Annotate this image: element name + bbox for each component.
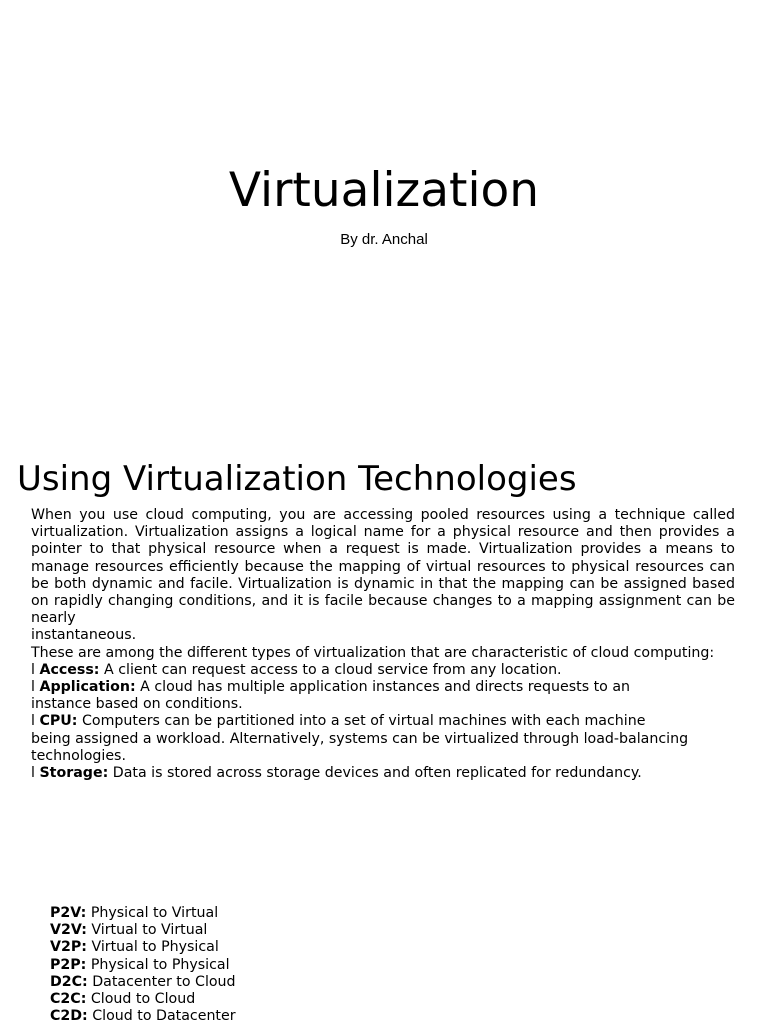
abbreviation-key: P2V: xyxy=(50,905,87,921)
type-line xyxy=(31,679,735,696)
type-item-cpu xyxy=(31,713,735,765)
type-term: Access: xyxy=(39,661,100,678)
slide-title: Virtualization xyxy=(228,163,540,218)
abbreviation-value: Physical to Virtual xyxy=(90,905,219,921)
type-description: A cloud has multiple application instances and directs requests to an xyxy=(140,679,631,696)
abbreviation-key: V2P: xyxy=(50,939,87,956)
abbreviation-key: C2C: xyxy=(50,991,87,1008)
abbreviation-value: Datacenter to Cloud xyxy=(92,973,236,990)
list-item xyxy=(50,922,236,939)
abbreviation-value: Cloud to Cloud xyxy=(90,991,196,1008)
type-term: Application: xyxy=(39,679,136,696)
type-term: Storage: xyxy=(39,765,109,782)
list-item xyxy=(50,1008,236,1025)
type-description: Computers can be partitioned into a set of virtual machines with each machine xyxy=(82,713,646,730)
bullet-marker: l xyxy=(31,713,35,730)
type-item-application xyxy=(31,679,735,713)
list-item xyxy=(50,939,236,956)
abbreviation-key: C2D: xyxy=(50,1008,88,1025)
list-item xyxy=(50,974,236,991)
list-item xyxy=(50,905,236,922)
list-item xyxy=(50,991,236,1008)
abbreviation-key: V2V: xyxy=(50,922,87,939)
type-description-continued: being assigned a workload. Alternatively, systems can be virtualized through load-balancing xyxy=(31,730,689,747)
abbreviation-key: P2P: xyxy=(50,956,87,973)
list-item xyxy=(50,957,236,974)
virtualization-paragraph-end: instantaneous. xyxy=(31,627,137,644)
abbreviation-value: Virtual to Virtual xyxy=(91,922,208,939)
type-description: A client can request access to a cloud service from any location. xyxy=(103,661,562,678)
type-description-continued: technologies. xyxy=(31,747,126,764)
abbreviation-value: Cloud to Datacenter xyxy=(92,1008,236,1025)
type-term: CPU: xyxy=(39,713,78,730)
abbreviation-key: D2C: xyxy=(50,973,88,990)
body-text xyxy=(31,507,735,782)
virtualization-paragraph: When you use cloud computing, you are accessing pooled resources using a technique called virtualization. Virtualization assigns a logical name for a physical resource and then provides a pointer to that physical resource when a request is made. Virtualization provides a means to manage resources efficiently because the mapping of virtual resources to physical resources can be both dynamic and facile. Virtualization is dynamic in that the mapping can be assigned based on rapidly changing conditions, and it is facile because changes to a mapping assignment can be nearly xyxy=(31,507,735,627)
type-description: Data is stored across storage devices and often replicated for redundancy. xyxy=(112,765,642,782)
types-intro: These are among the different types of virtualization that are characteristic of cloud computing: xyxy=(31,644,715,661)
type-line xyxy=(31,713,735,730)
bullet-marker: l xyxy=(31,765,35,782)
abbreviation-value: Physical to Physical xyxy=(90,956,230,973)
slide-subtitle: By dr. Anchal xyxy=(340,231,428,248)
type-description-continued: instance based on conditions. xyxy=(31,696,243,713)
bullet-marker: l xyxy=(31,661,35,678)
type-item-access xyxy=(31,662,735,679)
abbreviation-value: Virtual to Physical xyxy=(91,939,219,956)
type-item-storage xyxy=(31,765,735,782)
section-heading: Using Virtualization Technologies xyxy=(17,459,577,499)
conversion-abbreviation-list xyxy=(50,905,236,1025)
bullet-marker: l xyxy=(31,679,35,696)
